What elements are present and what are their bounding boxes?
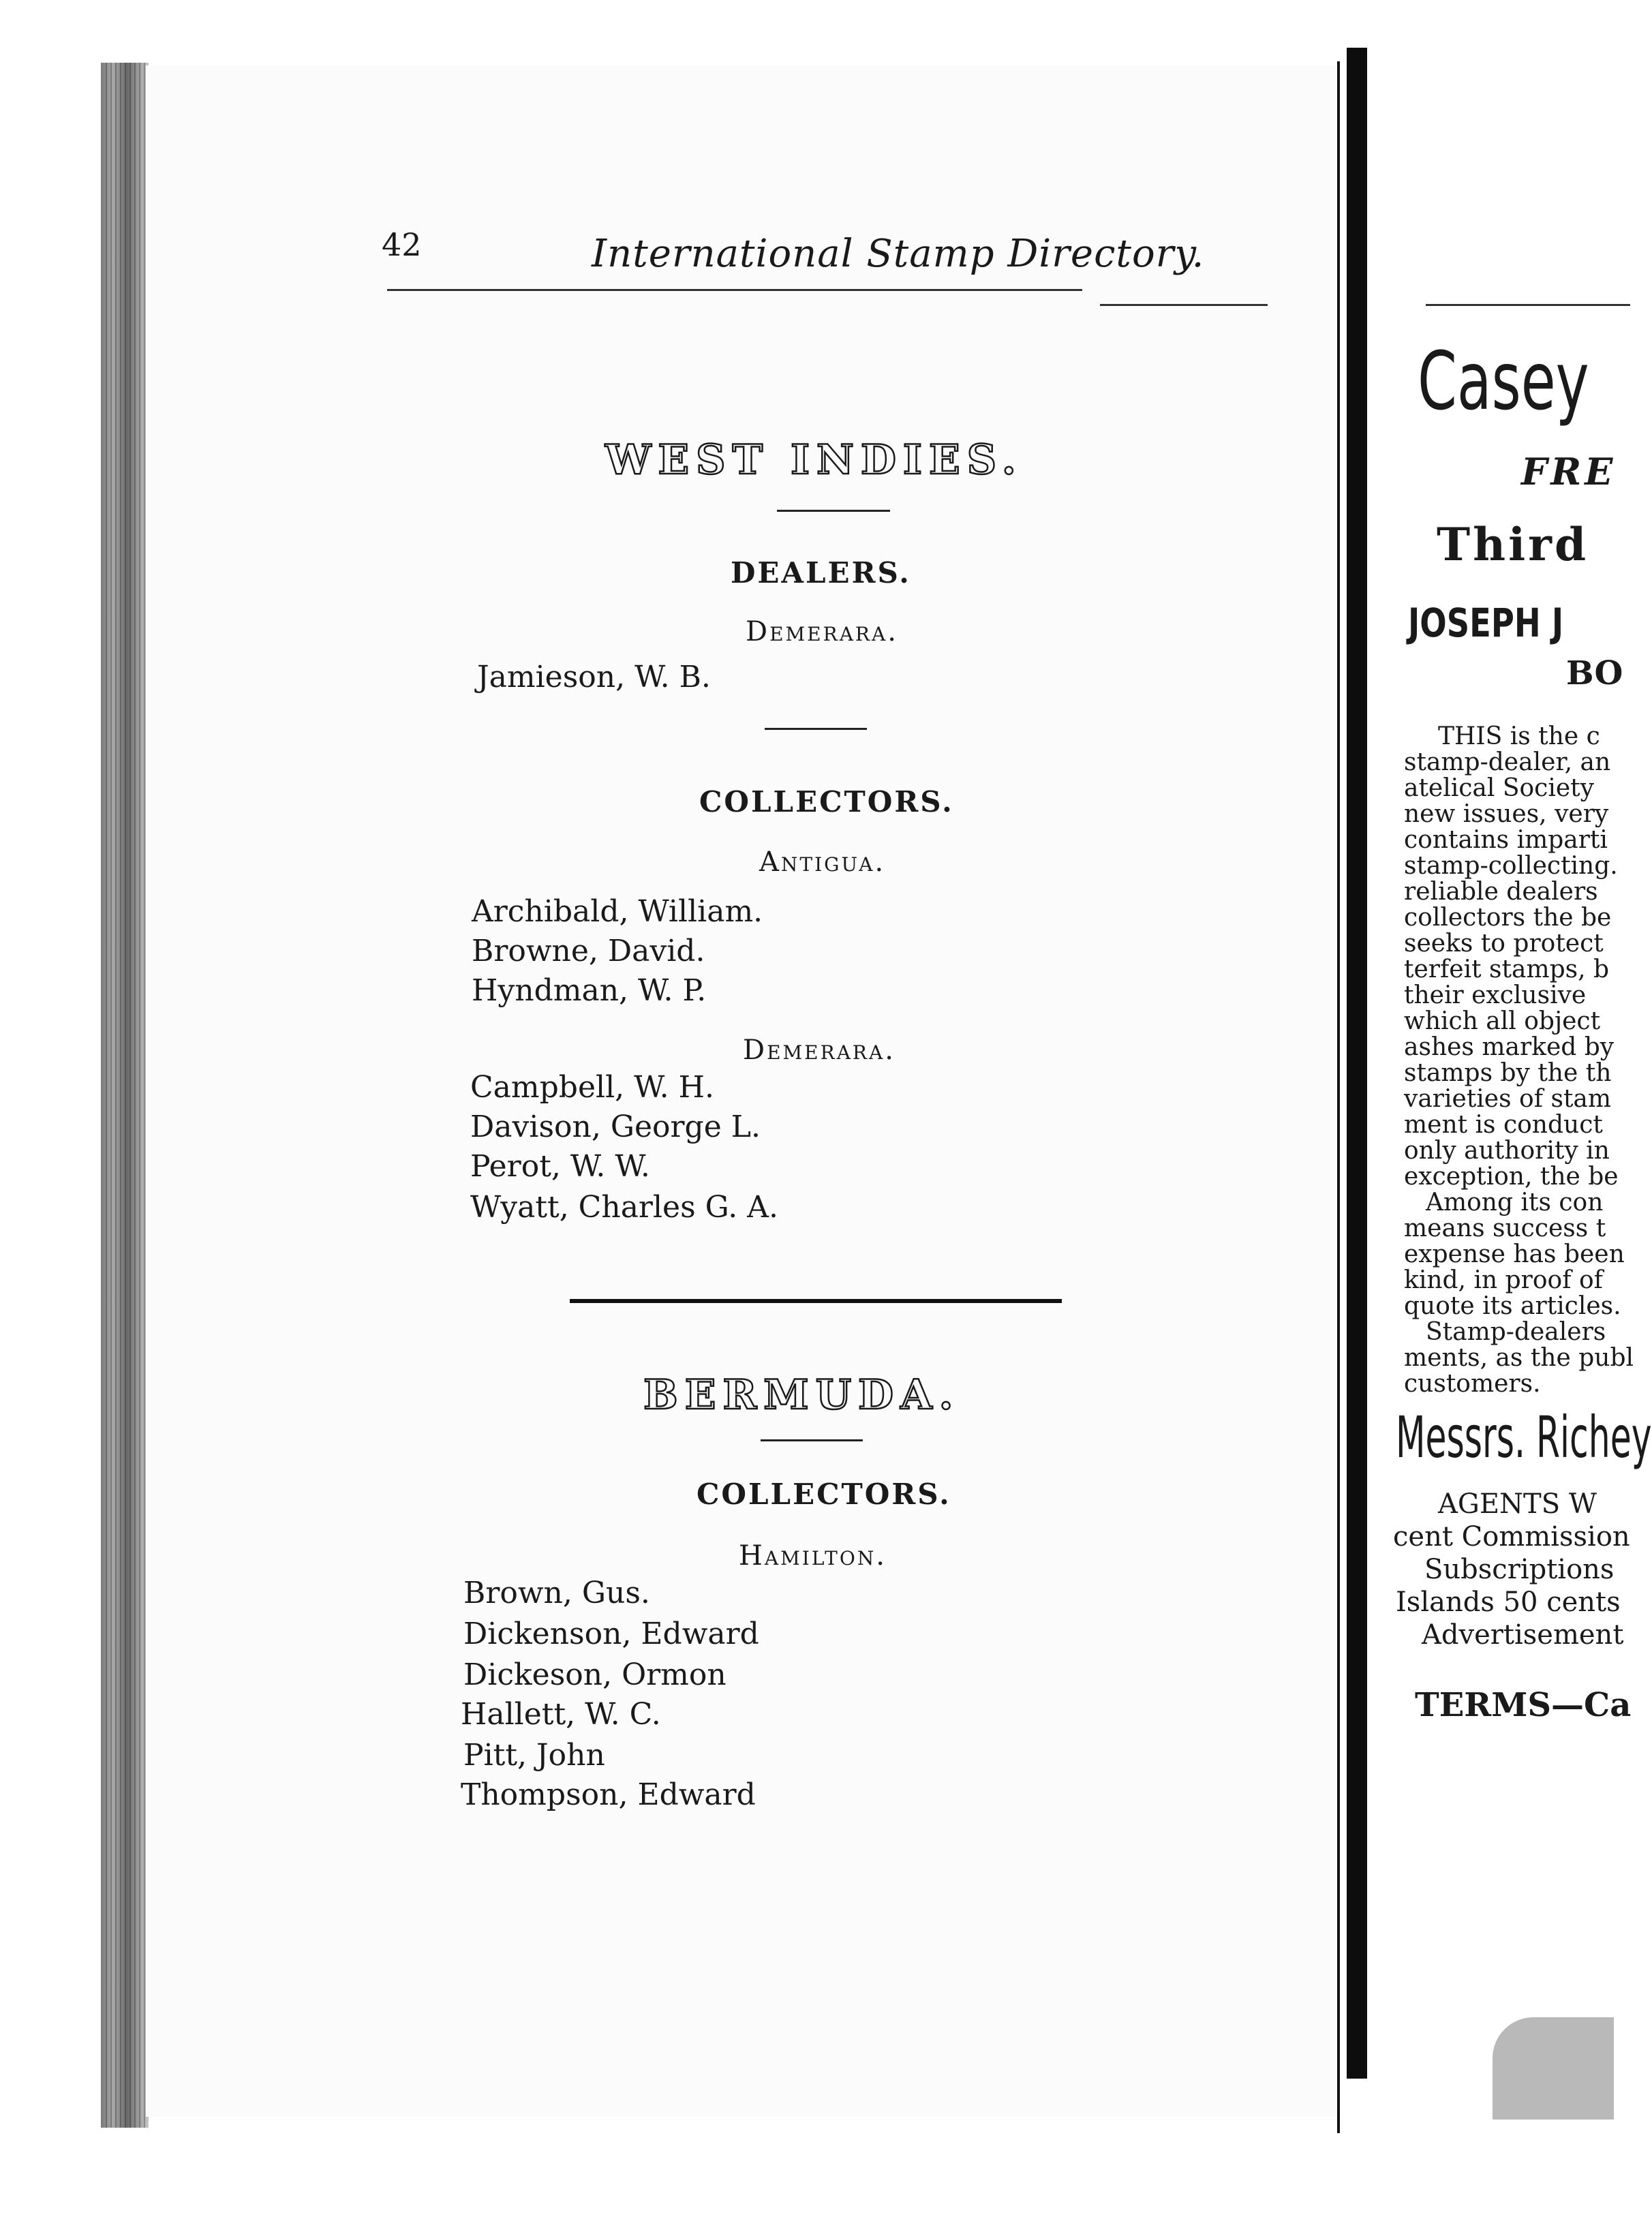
ad-text-line: Stamp-dealers <box>1426 1318 1606 1346</box>
ad-top-rule <box>1426 304 1630 306</box>
section-title-west-indies: WEST INDIES. <box>605 436 1023 484</box>
entry-name: Dickeson, Ormon <box>463 1657 726 1692</box>
ad-text-line: ashes marked by <box>1404 1033 1615 1061</box>
section-rule <box>777 510 890 512</box>
ad-subtitle: FRE <box>1521 450 1617 493</box>
header-rule <box>387 289 1082 291</box>
page-edges <box>106 63 147 2128</box>
ad-text-line: exception, the be <box>1404 1163 1619 1191</box>
entry-name: Brown, Gus. <box>463 1576 650 1610</box>
ad-agents-line: cent Commission <box>1393 1521 1630 1552</box>
ad-text-line: which all object <box>1404 1007 1601 1035</box>
ad-text-line: collectors the be <box>1404 904 1612 932</box>
heading-dealers: DEALERS. <box>731 556 911 590</box>
place-antigua: Antigua. <box>759 846 886 878</box>
ad-text-line: expense has been <box>1404 1240 1625 1268</box>
ad-city: BO <box>1566 654 1623 692</box>
ad-terms: TERMS—Ca <box>1415 1686 1632 1724</box>
ad-agents-line: Advertisement <box>1422 1619 1624 1651</box>
header-rule-right <box>1100 304 1268 306</box>
section-rule <box>761 1439 863 1441</box>
entry-name: Pitt, John <box>463 1738 605 1773</box>
place-hamilton: Hamilton. <box>739 1540 887 1572</box>
ad-text-line: contains imparti <box>1404 826 1608 854</box>
entry-name: Browne, David. <box>472 934 705 968</box>
entry-name: Archibald, William. <box>472 894 763 929</box>
ad-text-line: their exclusive <box>1404 981 1587 1009</box>
place-demerara: Demerara. <box>746 616 898 647</box>
ad-text-line: stamps by the th <box>1404 1059 1612 1087</box>
running-title: International Stamp Directory. <box>592 232 1205 276</box>
place-demerara: Demerara. <box>743 1035 896 1066</box>
ad-text-line: THIS is the c <box>1438 722 1600 750</box>
ad-text-line: reliable dealers <box>1404 878 1598 906</box>
entry-name: Thompson, Edward <box>461 1777 756 1812</box>
entry-name: Jamieson, W. B. <box>477 660 711 694</box>
ad-text-line: means success t <box>1404 1214 1606 1242</box>
entry-name: Campbell, W. H. <box>470 1070 714 1105</box>
ad-agents-line: AGENTS W <box>1438 1488 1597 1520</box>
ad-text-line: stamp-collecting. <box>1404 852 1618 880</box>
heading-collectors: COLLECTORS. <box>699 785 954 818</box>
ad-text-line: quote its articles. <box>1404 1292 1621 1320</box>
ad-text-line: terfeit stamps, b <box>1404 955 1610 983</box>
entry-name: Wyatt, Charles G. A. <box>470 1190 778 1225</box>
entry-name: Davison, George L. <box>470 1110 761 1144</box>
ad-third: Third <box>1437 518 1589 571</box>
ad-text-line: only authority in <box>1404 1137 1610 1165</box>
ad-text-line: customers. <box>1404 1370 1541 1398</box>
ad-title-casey: Casey <box>1418 334 1589 428</box>
section-title-bermuda: BERMUDA. <box>643 1371 960 1419</box>
ad-text-line: varieties of stam <box>1404 1085 1612 1113</box>
advertisement <box>1337 0 1652 2219</box>
ad-agents-line: Islands 50 cents <box>1396 1587 1621 1618</box>
ad-agents-line: Subscriptions <box>1424 1554 1615 1585</box>
ad-text-line: ment is conduct <box>1404 1111 1603 1139</box>
ad-text-line: ments, as the publ <box>1404 1344 1634 1372</box>
ad-messrs: Messrs. Richey <box>1396 1404 1652 1471</box>
ad-text-line: atelical Society <box>1404 774 1594 802</box>
section-divider <box>570 1299 1062 1303</box>
page-number: 42 <box>382 226 422 263</box>
ad-text-line: new issues, very <box>1404 800 1609 828</box>
ad-publisher: JOSEPH J <box>1408 600 1564 646</box>
heading-collectors: COLLECTORS. <box>697 1478 951 1511</box>
group-rule <box>765 728 867 730</box>
entry-name: Dickenson, Edward <box>463 1617 759 1651</box>
ad-text-line: stamp-dealer, an <box>1404 748 1611 776</box>
ad-text-line: kind, in proof of <box>1404 1266 1603 1294</box>
entry-name: Hallett, W. C. <box>461 1697 661 1732</box>
entry-name: Perot, W. W. <box>470 1149 650 1184</box>
entry-name: Hyndman, W. P. <box>472 973 707 1008</box>
ad-text-line: Among its con <box>1426 1189 1604 1216</box>
ad-text-line: seeks to protect <box>1404 930 1604 958</box>
